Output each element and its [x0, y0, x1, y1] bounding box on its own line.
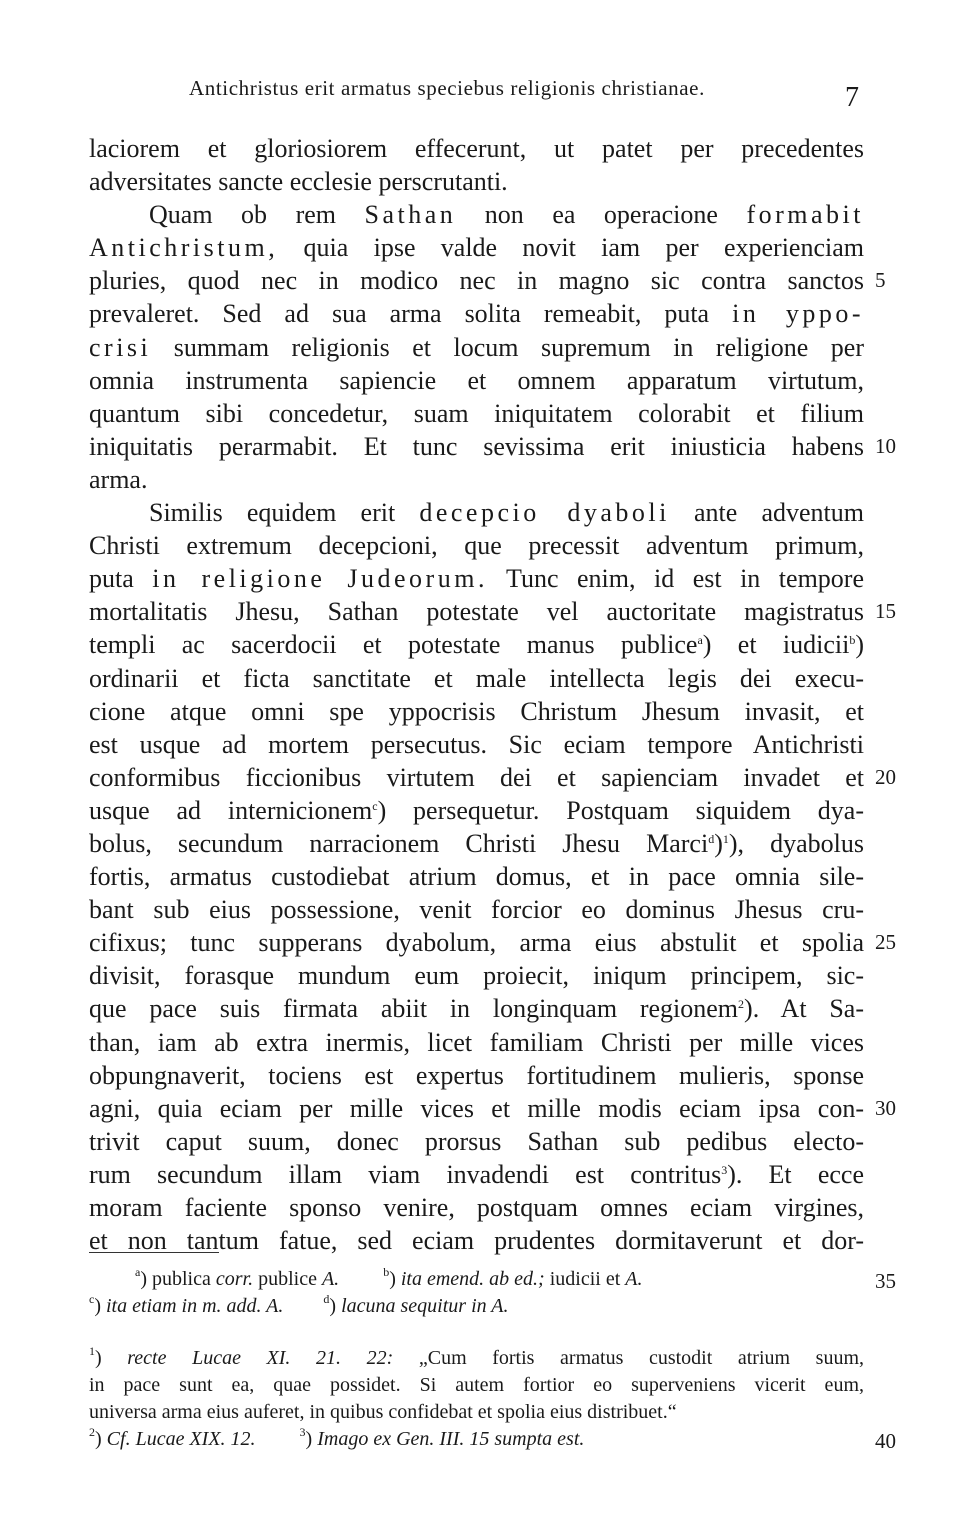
- line-number: 35: [875, 1269, 896, 1293]
- source-notes: [89, 1344, 896, 1453]
- footnote-mark: 1: [89, 1344, 95, 1358]
- footnote-divider: [89, 1252, 219, 1253]
- page-number: 7: [845, 82, 859, 113]
- line-number: 40: [875, 1429, 896, 1453]
- text-line: obpungnaverit, tociens est expertus fortitudinem mulieris, sponse: [89, 1060, 864, 1090]
- text-line: moram faciente sponso venire, postquam omnes eciam virgines,: [89, 1193, 864, 1222]
- footnote-mark: a: [135, 1265, 141, 1279]
- note-text: ): [95, 1347, 102, 1369]
- text-line-content: que pace suis firmata abiit in longinquam regionem: [89, 994, 739, 1024]
- text-line: Christi extremum decepcioni, que precessit adventum primum,: [89, 531, 864, 561]
- text-line: divisit, forasque mundum eum proiecit, iniqum principem, sic-: [89, 961, 864, 991]
- spaced-word: decepcio dyaboli: [419, 498, 670, 528]
- line-number: 10: [875, 433, 896, 458]
- note-text: ): [94, 1295, 101, 1317]
- line-number: 25: [875, 930, 896, 955]
- footnote-mark: 1: [722, 831, 729, 846]
- text-line: fortis, armatus custodiebat atrium domus, et in pace omnia sile-: [89, 862, 864, 892]
- footnote-mark: c: [89, 1292, 95, 1306]
- text-fragment: ). At Sa-: [744, 994, 864, 1024]
- line-number: 20: [875, 764, 896, 789]
- spaced-word: in religione Judeorum.: [152, 564, 488, 594]
- note-text: publice: [258, 1268, 317, 1290]
- line-number: 5: [875, 268, 886, 293]
- text-fragment: ), dyabolus: [728, 828, 864, 858]
- text-line: laciorem et gloriosiorem effecerunt, ut patet per precedentes: [89, 134, 864, 163]
- text-line: ordinarii et ficta sanctitate et male intellecta legis dei execu-: [89, 663, 864, 693]
- footnote-mark: 3: [299, 1425, 306, 1439]
- text-line: et non tantum fatue, sed eciam prudentes dormitaverunt et dor-: [89, 1226, 864, 1256]
- source-note-line: in pace sunt ea, quae possidet. Si autem fortior eo superveniens vicerit eum,: [89, 1374, 864, 1396]
- apparatus-line: [89, 1293, 864, 1320]
- text-line-content: conformibus ficcionibus virtutem dei et sapienciam invadet et: [89, 762, 864, 792]
- text-line: arma.: [89, 464, 148, 494]
- spaced-word: crisi: [89, 332, 152, 362]
- spaced-word: formabit: [746, 200, 864, 230]
- text-fragment: ): [855, 630, 864, 660]
- note-italic: A.: [625, 1268, 643, 1290]
- text-line-content: bolus, secundum narracionem Christi Jhesu Marci: [89, 828, 709, 858]
- text-line: Quam ob rem Sathan non ea operacione formabit: [149, 200, 864, 230]
- text-line-content: agni, quia eciam per mille vices et mille modis eciam ipsa con-: [89, 1093, 864, 1123]
- line-number: 15: [875, 599, 896, 624]
- text-line: quantum sibi concedetur, suam iniquitatem colorabit et filium: [89, 398, 864, 428]
- text-line: Similis equidem erit decepcio dyaboli ante adventum: [149, 498, 864, 528]
- text-fragment: ). Et ecce: [727, 1159, 864, 1189]
- text-line: than, iam ab extra inermis, licet familiam Christi per mille vices: [89, 1027, 864, 1057]
- note-italic: ita etiam in m. add. A.: [106, 1295, 284, 1317]
- note-italic: A.: [321, 1268, 340, 1290]
- text-line-content: cifixus; tunc supperans dyabolum, arma eius abstulit et spolia: [89, 928, 864, 958]
- note-italic: Imago ex Gen. III. 15 sumpta est.: [317, 1428, 585, 1450]
- note-text: „Cum fortis armatus custodit atrium suum,: [418, 1347, 865, 1369]
- text-line: adversitates sancte ecclesie perscrutanti.: [89, 167, 508, 197]
- text-line-content: templi ac sacerdocii et potestate manus publice: [89, 630, 698, 660]
- note-text: ) publica: [140, 1268, 211, 1290]
- note-italic: ita emend. ab ed.;: [400, 1268, 545, 1290]
- text-line: trivit caput suum, donec prorsus Sathan sub pedibus electo-: [89, 1126, 864, 1156]
- footnote-mark: a: [697, 633, 703, 648]
- apparatus-line: [89, 1265, 896, 1293]
- spaced-word: Antichristum,: [89, 233, 279, 263]
- text-line: est usque ad mortem persecutus. Sic eciam tempore Antichristi: [89, 729, 864, 759]
- text-line: [89, 595, 896, 628]
- text-line: [89, 761, 896, 794]
- text-line: [89, 1158, 864, 1191]
- note-italic: lacuna sequitur in A.: [341, 1295, 509, 1317]
- footnote-mark: b: [849, 633, 856, 648]
- text-fragment: ): [714, 828, 723, 858]
- text-line: [89, 992, 864, 1025]
- text-line: crisi summam religionis et locum supremum in religione per: [89, 332, 864, 362]
- text-line: [89, 430, 896, 463]
- text-line: prevaleret. Sed ad sua arma solita remeabit, puta in yppo-: [89, 299, 864, 329]
- text-line: omnia instrumenta sapiencie et omnem apparatum virtutum,: [89, 365, 864, 395]
- spaced-word: in yppo-: [732, 299, 864, 329]
- text-line-content: mortalitatis Jhesu, Sathan potestate vel auctoritate magistratus: [89, 597, 864, 627]
- text-fragment: ) persequetur. Postquam siquidem dya-: [377, 795, 864, 825]
- text-line: [89, 827, 864, 860]
- note-italic: Cf. Lucae XIX. 12.: [106, 1428, 256, 1450]
- main-text: [89, 132, 896, 1257]
- note-text: ): [389, 1268, 396, 1290]
- running-header: [0, 72, 960, 113]
- footnote-mark: b: [383, 1265, 390, 1279]
- note-text: ): [329, 1295, 337, 1317]
- source-note-line: [89, 1345, 864, 1372]
- text-line: Antichristum, quia ipse valde novit iam per experienciam: [89, 233, 864, 263]
- text-line: [89, 926, 896, 959]
- footnote-mark: 3: [721, 1162, 728, 1177]
- text-line-content: pluries, quod nec in modico nec in magno sic contra sanctos: [89, 266, 864, 296]
- text-line-content: usque ad internicionem: [89, 795, 373, 825]
- footnote-mark: c: [372, 798, 378, 813]
- running-title: Antichristus erit armatus speciebus religionis christianae.: [189, 76, 705, 100]
- text-fragment: et iudicii: [737, 630, 850, 660]
- footnote-mark: 2: [738, 997, 745, 1012]
- footnote-mark: 2: [89, 1425, 95, 1439]
- text-line: puta in religione Judeorum. Tunc enim, id est in tempore: [89, 564, 864, 594]
- note-italic: recte Lucae XI. 21. 22:: [127, 1347, 394, 1369]
- text-line: [89, 1092, 896, 1125]
- text-line: templi ac sacerdocii et potestate manus publice$^a$) et iudicii$^b$): [89, 630, 864, 660]
- note-text: ): [305, 1428, 313, 1450]
- footnote-mark: d: [708, 831, 715, 846]
- spaced-word: Sathan: [364, 200, 457, 230]
- text-line: [89, 264, 886, 297]
- apparatus-notes: [89, 1265, 896, 1320]
- note-text: iudicii et: [549, 1268, 621, 1290]
- source-note-line: [89, 1425, 896, 1453]
- text-line: bant sub eius possessione, venit forcior eo dominus Jhesus cru-: [89, 895, 864, 925]
- footnote-mark: d: [323, 1292, 330, 1306]
- text-line: [89, 794, 864, 827]
- note-italic: corr.: [215, 1268, 254, 1290]
- source-note-line: universa arma eius auferet, in quibus confidebat et spolia eius distribuet.“: [89, 1401, 677, 1423]
- text-line-content: rum secundum illam viam invadendi est contritus: [89, 1159, 722, 1189]
- line-number: 30: [875, 1095, 896, 1120]
- note-text: ): [95, 1428, 102, 1450]
- text-line-content: iniquitatis perarmabit. Et tunc sevissima erit iniusticia habens: [89, 431, 864, 461]
- text-line: cione atque omni spe yppocrisis Christum Jhesum invasit, et: [89, 696, 864, 726]
